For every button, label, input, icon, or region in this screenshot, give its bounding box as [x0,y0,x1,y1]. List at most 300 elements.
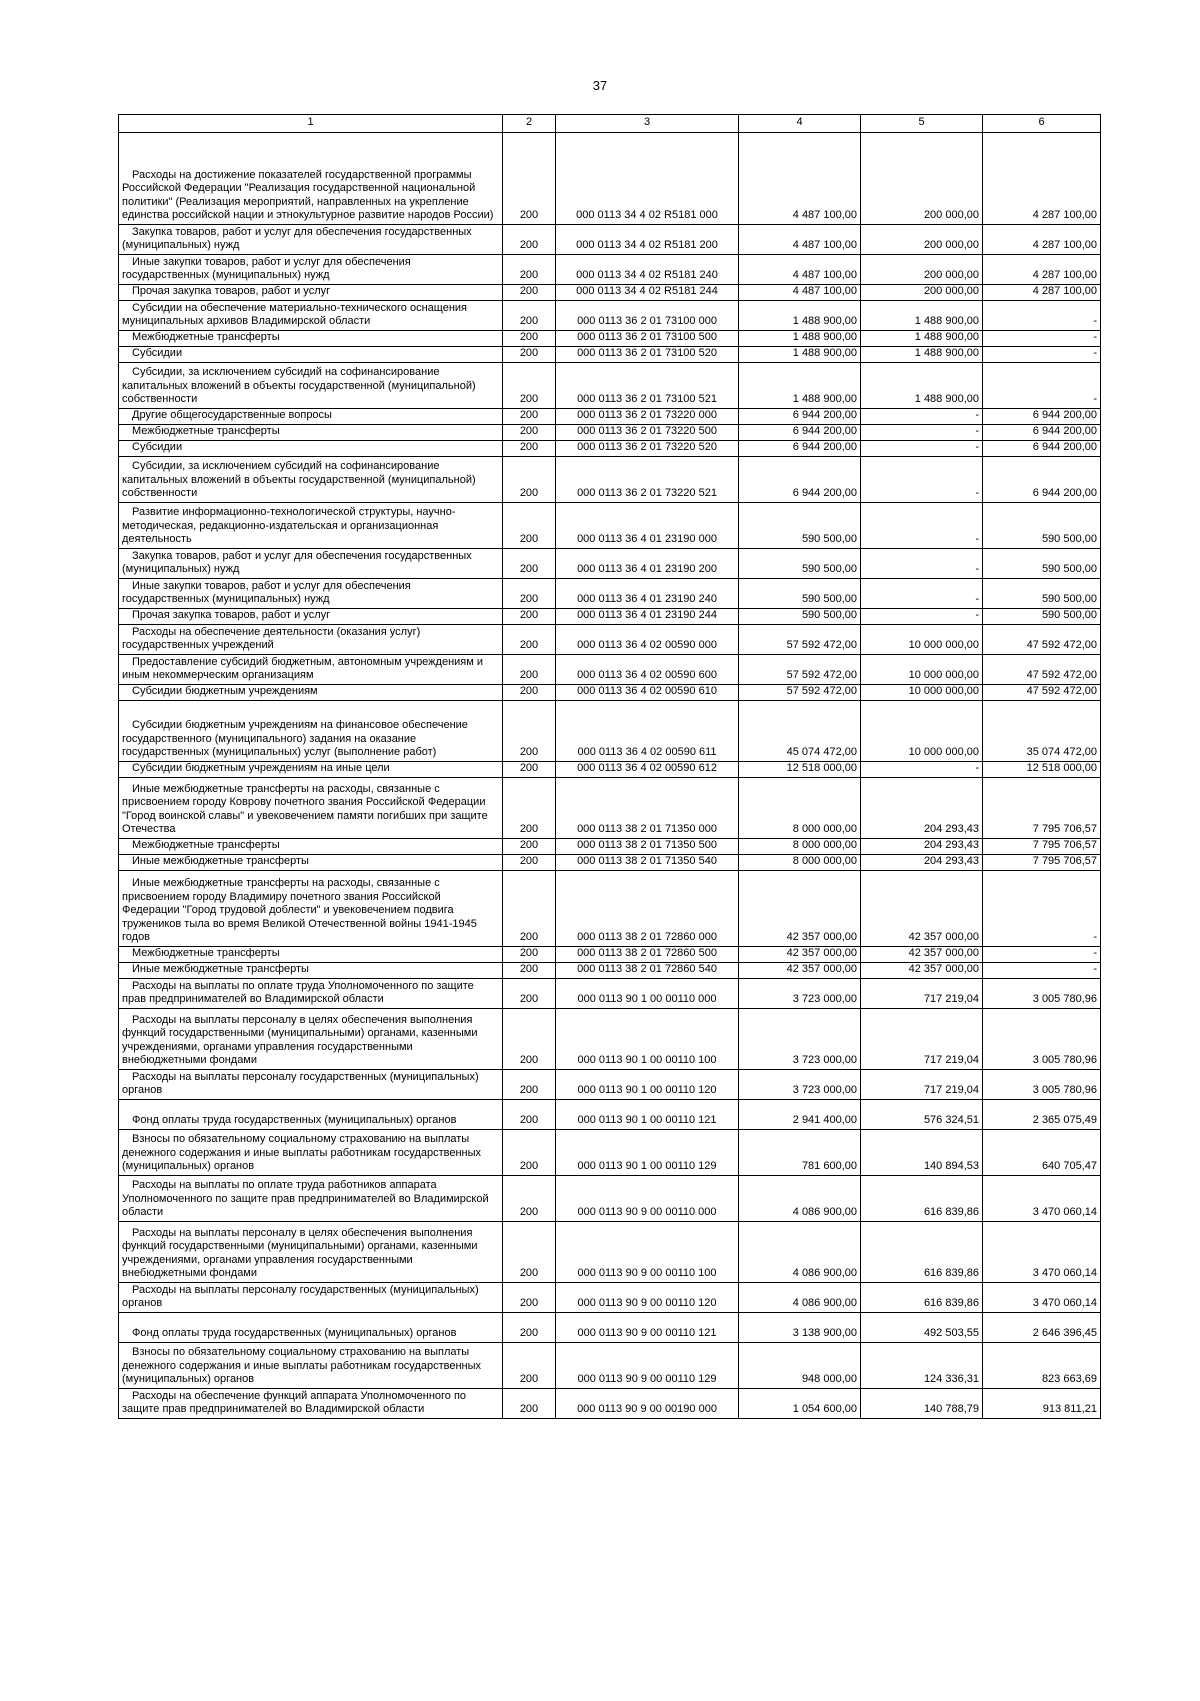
row-code-cell: 200 [503,655,556,685]
row-value-4-cell: 590 500,00 [739,609,861,625]
row-name-cell [119,947,503,963]
table-row [119,685,1101,701]
row-value-5-cell: 10 000 000,00 [861,685,983,701]
row-kbk-cell: 000 0113 90 9 00 00110 120 [556,1283,739,1313]
row-kbk-cell: 000 0113 38 2 01 72860 540 [556,963,739,979]
table-row [119,963,1101,979]
row-value-5-cell: 10 000 000,00 [861,701,983,762]
row-value-4-cell: 781 600,00 [739,1130,861,1176]
row-value-5-cell: - [861,425,983,441]
row-code-cell: 200 [503,363,556,409]
column-header: 6 [983,115,1101,133]
column-header: 1 [119,115,503,133]
row-code-cell: 200 [503,301,556,331]
row-value-4-cell: 4 487 100,00 [739,225,861,255]
row-value-6-cell: 2 646 396,45 [983,1313,1101,1343]
row-code-cell: 200 [503,579,556,609]
row-value-6-cell: 590 500,00 [983,579,1101,609]
row-name-text: Субсидии [132,347,183,360]
row-kbk-cell: 000 0113 36 2 01 73220 500 [556,425,739,441]
table-row [119,503,1101,549]
row-name-cell [119,441,503,457]
table-row [119,549,1101,579]
row-name-text: Субсидии бюджетным учреждениям на финансовое обеспечение государственного (муниципального) задания на оказание государственных (муниципальных) услуг (выполнение работ) [122,719,468,759]
row-kbk-cell: 000 0113 38 2 01 71350 000 [556,778,739,839]
row-kbk-cell: 000 0113 90 1 00 00110 120 [556,1070,739,1100]
table-row [119,1130,1101,1176]
row-value-6-cell: 3 005 780,96 [983,1009,1101,1070]
row-kbk-cell: 000 0113 36 4 01 23190 200 [556,549,739,579]
budget-table [118,114,1101,1419]
row-value-6-cell: 6 944 200,00 [983,409,1101,425]
page-number: 37 [592,78,608,93]
table-row [119,225,1101,255]
row-value-4-cell: 42 357 000,00 [739,963,861,979]
row-name-cell [119,701,503,762]
row-value-6-cell: - [983,331,1101,347]
row-value-5-cell: 42 357 000,00 [861,871,983,947]
row-value-4-cell: 42 357 000,00 [739,871,861,947]
row-kbk-cell: 000 0113 36 4 01 23190 244 [556,609,739,625]
table-row [119,1343,1101,1389]
row-name-text: Субсидии, за исключением субсидий на софинансирование капитальных вложений в объекты государственной (муниципальной) собственности [122,460,476,500]
row-value-6-cell: 12 518 000,00 [983,762,1101,778]
row-code-cell: 200 [503,1009,556,1070]
column-header: 4 [739,115,861,133]
table-row [119,1100,1101,1130]
row-value-5-cell: 200 000,00 [861,225,983,255]
row-value-5-cell: 616 839,86 [861,1283,983,1313]
row-name-cell [119,979,503,1009]
table-row [119,855,1101,871]
table-row [119,701,1101,762]
row-value-5-cell: 1 488 900,00 [861,331,983,347]
row-kbk-cell: 000 0113 36 4 02 00590 612 [556,762,739,778]
row-value-5-cell: 204 293,43 [861,855,983,871]
row-name-text: Другие общегосударственные вопросы [132,409,332,422]
row-name-cell [119,225,503,255]
row-name-cell [119,133,503,225]
row-value-6-cell: 3 470 060,14 [983,1222,1101,1283]
row-code-cell: 200 [503,331,556,347]
row-kbk-cell: 000 0113 36 4 02 00590 610 [556,685,739,701]
row-value-4-cell: 6 944 200,00 [739,441,861,457]
row-value-6-cell: 590 500,00 [983,609,1101,625]
row-value-5-cell: 140 894,53 [861,1130,983,1176]
row-name-cell [119,1313,503,1343]
row-value-5-cell: - [861,503,983,549]
row-value-4-cell: 4 086 900,00 [739,1283,861,1313]
row-value-4-cell: 590 500,00 [739,503,861,549]
row-name-text: Расходы на обеспечение функций аппарата Уполномоченного по защите прав предпринимателей во Владимирской области [122,1389,467,1416]
row-name-text: Иные закупки товаров, работ и услуг для обеспечения государственных (муниципальных) нужд [122,255,411,282]
row-value-4-cell: 8 000 000,00 [739,839,861,855]
table-row [119,255,1101,285]
table-row [119,425,1101,441]
row-name-cell [119,363,503,409]
row-value-4-cell: 590 500,00 [739,549,861,579]
row-code-cell: 200 [503,1070,556,1100]
row-value-5-cell: 717 219,04 [861,979,983,1009]
row-name-cell [119,1176,503,1222]
row-kbk-cell: 000 0113 36 2 01 73220 521 [556,457,739,503]
table-row [119,363,1101,409]
row-code-cell: 200 [503,425,556,441]
row-code-cell: 200 [503,871,556,947]
row-name-text: Субсидии, за исключением субсидий на софинансирование капитальных вложений в объекты государственной (муниципальной) собственности [122,366,476,406]
row-name-text: Развитие информационно-технологической структуры, научно-методическая, редакционно-издательская и организационная деятельность [122,506,456,546]
row-kbk-cell: 000 0113 90 9 00 00110 000 [556,1176,739,1222]
row-value-6-cell: 6 944 200,00 [983,441,1101,457]
row-value-6-cell: - [983,947,1101,963]
row-value-6-cell: 3 005 780,96 [983,1070,1101,1100]
column-header: 2 [503,115,556,133]
row-name-cell [119,762,503,778]
row-value-5-cell: - [861,441,983,457]
row-value-6-cell: - [983,871,1101,947]
row-value-6-cell: 4 287 100,00 [983,285,1101,301]
row-name-text: Предоставление субсидий бюджетным, автономным учреждениям и иным некоммерческим организациям [122,655,484,682]
row-code-cell: 200 [503,133,556,225]
row-value-5-cell: 10 000 000,00 [861,655,983,685]
table-row [119,839,1101,855]
row-name-cell [119,503,503,549]
row-name-cell [119,655,503,685]
row-value-5-cell: - [861,579,983,609]
row-value-5-cell: 717 219,04 [861,1009,983,1070]
row-code-cell: 200 [503,685,556,701]
row-kbk-cell: 000 0113 36 2 01 73220 520 [556,441,739,457]
row-name-text: Взносы по обязательному социальному страхованию на выплаты денежного содержания и иные выплаты работникам государственных (муниципальных) органов [122,1133,482,1173]
row-name-text: Фонд оплаты труда государственных (муниципальных) органов [132,1114,457,1127]
row-value-5-cell: 42 357 000,00 [861,947,983,963]
row-value-5-cell: - [861,762,983,778]
table-row [119,1283,1101,1313]
row-name-text: Субсидии на обеспечение материально-технического оснащения муниципальных архивов Владимирской области [122,301,468,328]
row-value-5-cell: 10 000 000,00 [861,625,983,655]
row-name-cell [119,1070,503,1100]
row-kbk-cell: 000 0113 36 2 01 73100 500 [556,331,739,347]
row-value-4-cell: 4 487 100,00 [739,255,861,285]
row-value-6-cell: 590 500,00 [983,503,1101,549]
row-name-cell [119,855,503,871]
row-value-6-cell: 3 470 060,14 [983,1176,1101,1222]
row-value-6-cell: 6 944 200,00 [983,457,1101,503]
row-code-cell: 200 [503,701,556,762]
row-code-cell: 200 [503,963,556,979]
row-value-4-cell: 6 944 200,00 [739,457,861,503]
table-row [119,457,1101,503]
row-value-4-cell: 12 518 000,00 [739,762,861,778]
row-name-text: Иные межбюджетные трансферты [132,963,309,976]
row-value-5-cell: - [861,457,983,503]
row-value-4-cell: 57 592 472,00 [739,655,861,685]
row-value-6-cell: 4 287 100,00 [983,225,1101,255]
row-name-text: Фонд оплаты труда государственных (муниципальных) органов [132,1327,457,1340]
row-code-cell: 200 [503,457,556,503]
table-row [119,609,1101,625]
row-kbk-cell: 000 0113 36 4 02 00590 000 [556,625,739,655]
row-code-cell: 200 [503,225,556,255]
row-kbk-cell: 000 0113 90 9 00 00110 100 [556,1222,739,1283]
row-code-cell: 200 [503,979,556,1009]
table-row [119,762,1101,778]
row-code-cell: 200 [503,947,556,963]
row-kbk-cell: 000 0113 90 1 00 00110 121 [556,1100,739,1130]
row-value-4-cell: 42 357 000,00 [739,947,861,963]
row-value-6-cell: 590 500,00 [983,549,1101,579]
row-value-6-cell: 6 944 200,00 [983,425,1101,441]
row-code-cell: 200 [503,1389,556,1419]
row-name-text: Межбюджетные трансферты [132,331,280,344]
row-code-cell: 200 [503,762,556,778]
row-code-cell: 200 [503,441,556,457]
row-code-cell: 200 [503,1100,556,1130]
row-name-text: Расходы на выплаты по оплате труда работников аппарата Уполномоченного по защите прав предпринимателей во Владимирской области [122,1179,489,1219]
row-value-4-cell: 6 944 200,00 [739,425,861,441]
row-kbk-cell: 000 0113 90 9 00 00110 121 [556,1313,739,1343]
row-code-cell: 200 [503,285,556,301]
table-row [119,441,1101,457]
row-value-4-cell: 57 592 472,00 [739,625,861,655]
row-value-4-cell: 1 488 900,00 [739,301,861,331]
row-name-cell [119,255,503,285]
row-value-4-cell: 1 488 900,00 [739,331,861,347]
row-value-6-cell: - [983,363,1101,409]
row-value-5-cell: 616 839,86 [861,1176,983,1222]
row-value-4-cell: 3 723 000,00 [739,1009,861,1070]
row-name-text: Взносы по обязательному социальному страхованию на выплаты денежного содержания и иные выплаты работникам государственных (муниципальных) органов [122,1346,482,1386]
row-value-4-cell: 590 500,00 [739,579,861,609]
row-value-5-cell: - [861,609,983,625]
row-kbk-cell: 000 0113 36 2 01 73100 520 [556,347,739,363]
row-name-text: Межбюджетные трансферты [132,425,280,438]
row-value-4-cell: 2 941 400,00 [739,1100,861,1130]
table-row [119,1222,1101,1283]
row-kbk-cell: 000 0113 36 4 01 23190 240 [556,579,739,609]
row-name-text: Межбюджетные трансферты [132,947,280,960]
row-value-5-cell: 200 000,00 [861,255,983,285]
table-row [119,778,1101,839]
row-name-text: Закупка товаров, работ и услуг для обеспечения государственных (муниципальных) нужд [122,549,472,576]
row-value-5-cell: 200 000,00 [861,133,983,225]
row-value-5-cell: 204 293,43 [861,839,983,855]
row-value-4-cell: 1 488 900,00 [739,363,861,409]
row-value-4-cell: 8 000 000,00 [739,855,861,871]
table-row [119,871,1101,947]
row-value-4-cell: 4 086 900,00 [739,1176,861,1222]
row-name-text: Иные межбюджетные трансферты на расходы, связанные с присвоением городу Коврову почетного звания Российской Федерации "Город воинской славы" и увековечением памяти погибших при защите Отечества [122,782,488,836]
row-name-cell [119,549,503,579]
row-name-cell [119,1283,503,1313]
row-value-6-cell: 47 592 472,00 [983,655,1101,685]
row-value-6-cell: 47 592 472,00 [983,625,1101,655]
row-name-text: Иные закупки товаров, работ и услуг для обеспечения государственных (муниципальных) нужд [122,579,411,606]
row-value-6-cell: 823 663,69 [983,1343,1101,1389]
row-kbk-cell: 000 0113 34 4 02 R5181 000 [556,133,739,225]
row-value-6-cell: 3 005 780,96 [983,979,1101,1009]
row-kbk-cell: 000 0113 38 2 01 72860 500 [556,947,739,963]
row-code-cell: 200 [503,625,556,655]
row-kbk-cell: 000 0113 36 2 01 73220 000 [556,409,739,425]
row-name-cell [119,457,503,503]
row-name-text: Субсидии бюджетным учреждениям на иные цели [132,762,390,775]
row-value-5-cell: - [861,409,983,425]
row-name-cell [119,625,503,655]
row-code-cell: 200 [503,1176,556,1222]
row-value-5-cell: 717 219,04 [861,1070,983,1100]
row-code-cell: 200 [503,1130,556,1176]
row-kbk-cell: 000 0113 90 9 00 00110 129 [556,1343,739,1389]
row-value-6-cell: - [983,347,1101,363]
row-value-6-cell: 3 470 060,14 [983,1283,1101,1313]
row-value-5-cell: 1 488 900,00 [861,347,983,363]
row-kbk-cell: 000 0113 38 2 01 71350 540 [556,855,739,871]
table-row [119,979,1101,1009]
row-name-text: Прочая закупка товаров, работ и услуг [132,609,331,622]
row-name-text: Иные межбюджетные трансферты [132,855,309,868]
row-code-cell: 200 [503,503,556,549]
row-value-4-cell: 4 487 100,00 [739,133,861,225]
row-name-cell [119,579,503,609]
row-code-cell: 200 [503,1283,556,1313]
table-row [119,947,1101,963]
row-value-6-cell: 2 365 075,49 [983,1100,1101,1130]
row-code-cell: 200 [503,549,556,579]
row-kbk-cell: 000 0113 90 1 00 00110 100 [556,1009,739,1070]
row-value-4-cell: 8 000 000,00 [739,778,861,839]
row-name-text: Субсидии бюджетным учреждениям [132,685,318,698]
row-value-5-cell: 616 839,86 [861,1222,983,1283]
row-code-cell: 200 [503,855,556,871]
table-row [119,409,1101,425]
row-value-5-cell: 492 503,55 [861,1313,983,1343]
row-code-cell: 200 [503,255,556,285]
row-value-5-cell: 576 324,51 [861,1100,983,1130]
row-code-cell: 200 [503,778,556,839]
row-value-5-cell: 200 000,00 [861,285,983,301]
row-name-text: Расходы на выплаты по оплате труда Уполномоченного по защите прав предпринимателей во Владимирской области [122,979,474,1006]
column-header: 3 [556,115,739,133]
row-kbk-cell: 000 0113 38 2 01 71350 500 [556,839,739,855]
row-value-4-cell: 948 000,00 [739,1343,861,1389]
table-row [119,285,1101,301]
row-name-text: Расходы на выплаты персоналу в целях обеспечения выполнения функций государственными (муниципальными) органами, казенными учреждениями, органами управления государственными внебюджетными фондами [122,1226,478,1280]
row-name-cell [119,609,503,625]
row-name-text: Расходы на выплаты персоналу государственных (муниципальных) органов [122,1070,479,1097]
row-name-cell [119,409,503,425]
row-value-5-cell: 1 488 900,00 [861,363,983,409]
row-code-cell: 200 [503,609,556,625]
table-row [119,625,1101,655]
row-value-6-cell: 913 811,21 [983,1389,1101,1419]
table-row [119,1313,1101,1343]
row-value-5-cell: 124 336,31 [861,1343,983,1389]
row-name-text: Расходы на выплаты персоналу в целях обеспечения выполнения функций государственными (муниципальными) органами, казенными учреждениями, органами управления государственными внебюджетными фондами [122,1013,478,1067]
row-name-cell [119,347,503,363]
row-kbk-cell: 000 0113 36 2 01 73100 000 [556,301,739,331]
row-name-cell [119,331,503,347]
row-kbk-cell: 000 0113 36 2 01 73100 521 [556,363,739,409]
table-row [119,301,1101,331]
table-row [119,347,1101,363]
row-value-6-cell: 35 074 472,00 [983,701,1101,762]
row-code-cell: 200 [503,1313,556,1343]
table-row [119,1009,1101,1070]
table-row [119,1070,1101,1100]
row-name-cell [119,778,503,839]
row-kbk-cell: 000 0113 90 1 00 00110 000 [556,979,739,1009]
row-name-text: Расходы на обеспечение деятельности (оказания услуг) государственных учреждений [122,625,421,652]
row-value-6-cell: 4 287 100,00 [983,255,1101,285]
row-value-6-cell: 47 592 472,00 [983,685,1101,701]
row-value-6-cell: - [983,963,1101,979]
row-name-text: Субсидии [132,441,183,454]
column-number-row [119,115,1101,133]
row-value-5-cell: 204 293,43 [861,778,983,839]
row-value-6-cell: 4 287 100,00 [983,133,1101,225]
row-name-text: Закупка товаров, работ и услуг для обеспечения государственных (муниципальных) нужд [122,225,472,252]
row-name-text: Прочая закупка товаров, работ и услуг [132,285,331,298]
row-value-5-cell: 42 357 000,00 [861,963,983,979]
row-name-cell [119,1009,503,1070]
row-kbk-cell: 000 0113 34 4 02 R5181 244 [556,285,739,301]
row-value-4-cell: 3 723 000,00 [739,979,861,1009]
row-name-cell [119,1389,503,1419]
row-name-cell [119,1100,503,1130]
row-value-6-cell: 7 795 706,57 [983,839,1101,855]
row-name-cell [119,839,503,855]
row-name-cell [119,963,503,979]
table-row [119,655,1101,685]
row-name-text: Расходы на выплаты персоналу государственных (муниципальных) органов [122,1283,479,1310]
row-kbk-cell: 000 0113 36 4 01 23190 000 [556,503,739,549]
column-header: 5 [861,115,983,133]
row-value-6-cell: - [983,301,1101,331]
row-value-4-cell: 3 723 000,00 [739,1070,861,1100]
row-name-cell [119,1130,503,1176]
row-name-cell [119,425,503,441]
row-value-4-cell: 57 592 472,00 [739,685,861,701]
row-value-4-cell: 45 074 472,00 [739,701,861,762]
table-row [119,1389,1101,1419]
row-value-4-cell: 4 086 900,00 [739,1222,861,1283]
table-row [119,579,1101,609]
table-row [119,331,1101,347]
row-kbk-cell: 000 0113 36 4 02 00590 611 [556,701,739,762]
row-value-6-cell: 7 795 706,57 [983,778,1101,839]
row-code-cell: 200 [503,1343,556,1389]
row-value-5-cell: - [861,549,983,579]
row-code-cell: 200 [503,1222,556,1283]
row-name-text: Межбюджетные трансферты [132,839,280,852]
row-value-5-cell: 1 488 900,00 [861,301,983,331]
row-code-cell: 200 [503,839,556,855]
row-kbk-cell: 000 0113 90 9 00 00190 000 [556,1389,739,1419]
row-code-cell: 200 [503,347,556,363]
row-kbk-cell: 000 0113 36 4 02 00590 600 [556,655,739,685]
table-row [119,133,1101,225]
row-value-6-cell: 640 705,47 [983,1130,1101,1176]
row-name-text: Иные межбюджетные трансферты на расходы, связанные с присвоением городу Владимиру почетного звания Российской Федерации "Город трудовой доблести" и увековечением подвига тружеников тыла во время Великой Отечественной войны 1941-1945 годов [122,877,477,944]
row-name-cell [119,285,503,301]
row-name-cell [119,1343,503,1389]
row-name-cell [119,871,503,947]
row-value-5-cell: 140 788,79 [861,1389,983,1419]
row-value-4-cell: 6 944 200,00 [739,409,861,425]
table-row [119,1176,1101,1222]
row-code-cell: 200 [503,409,556,425]
